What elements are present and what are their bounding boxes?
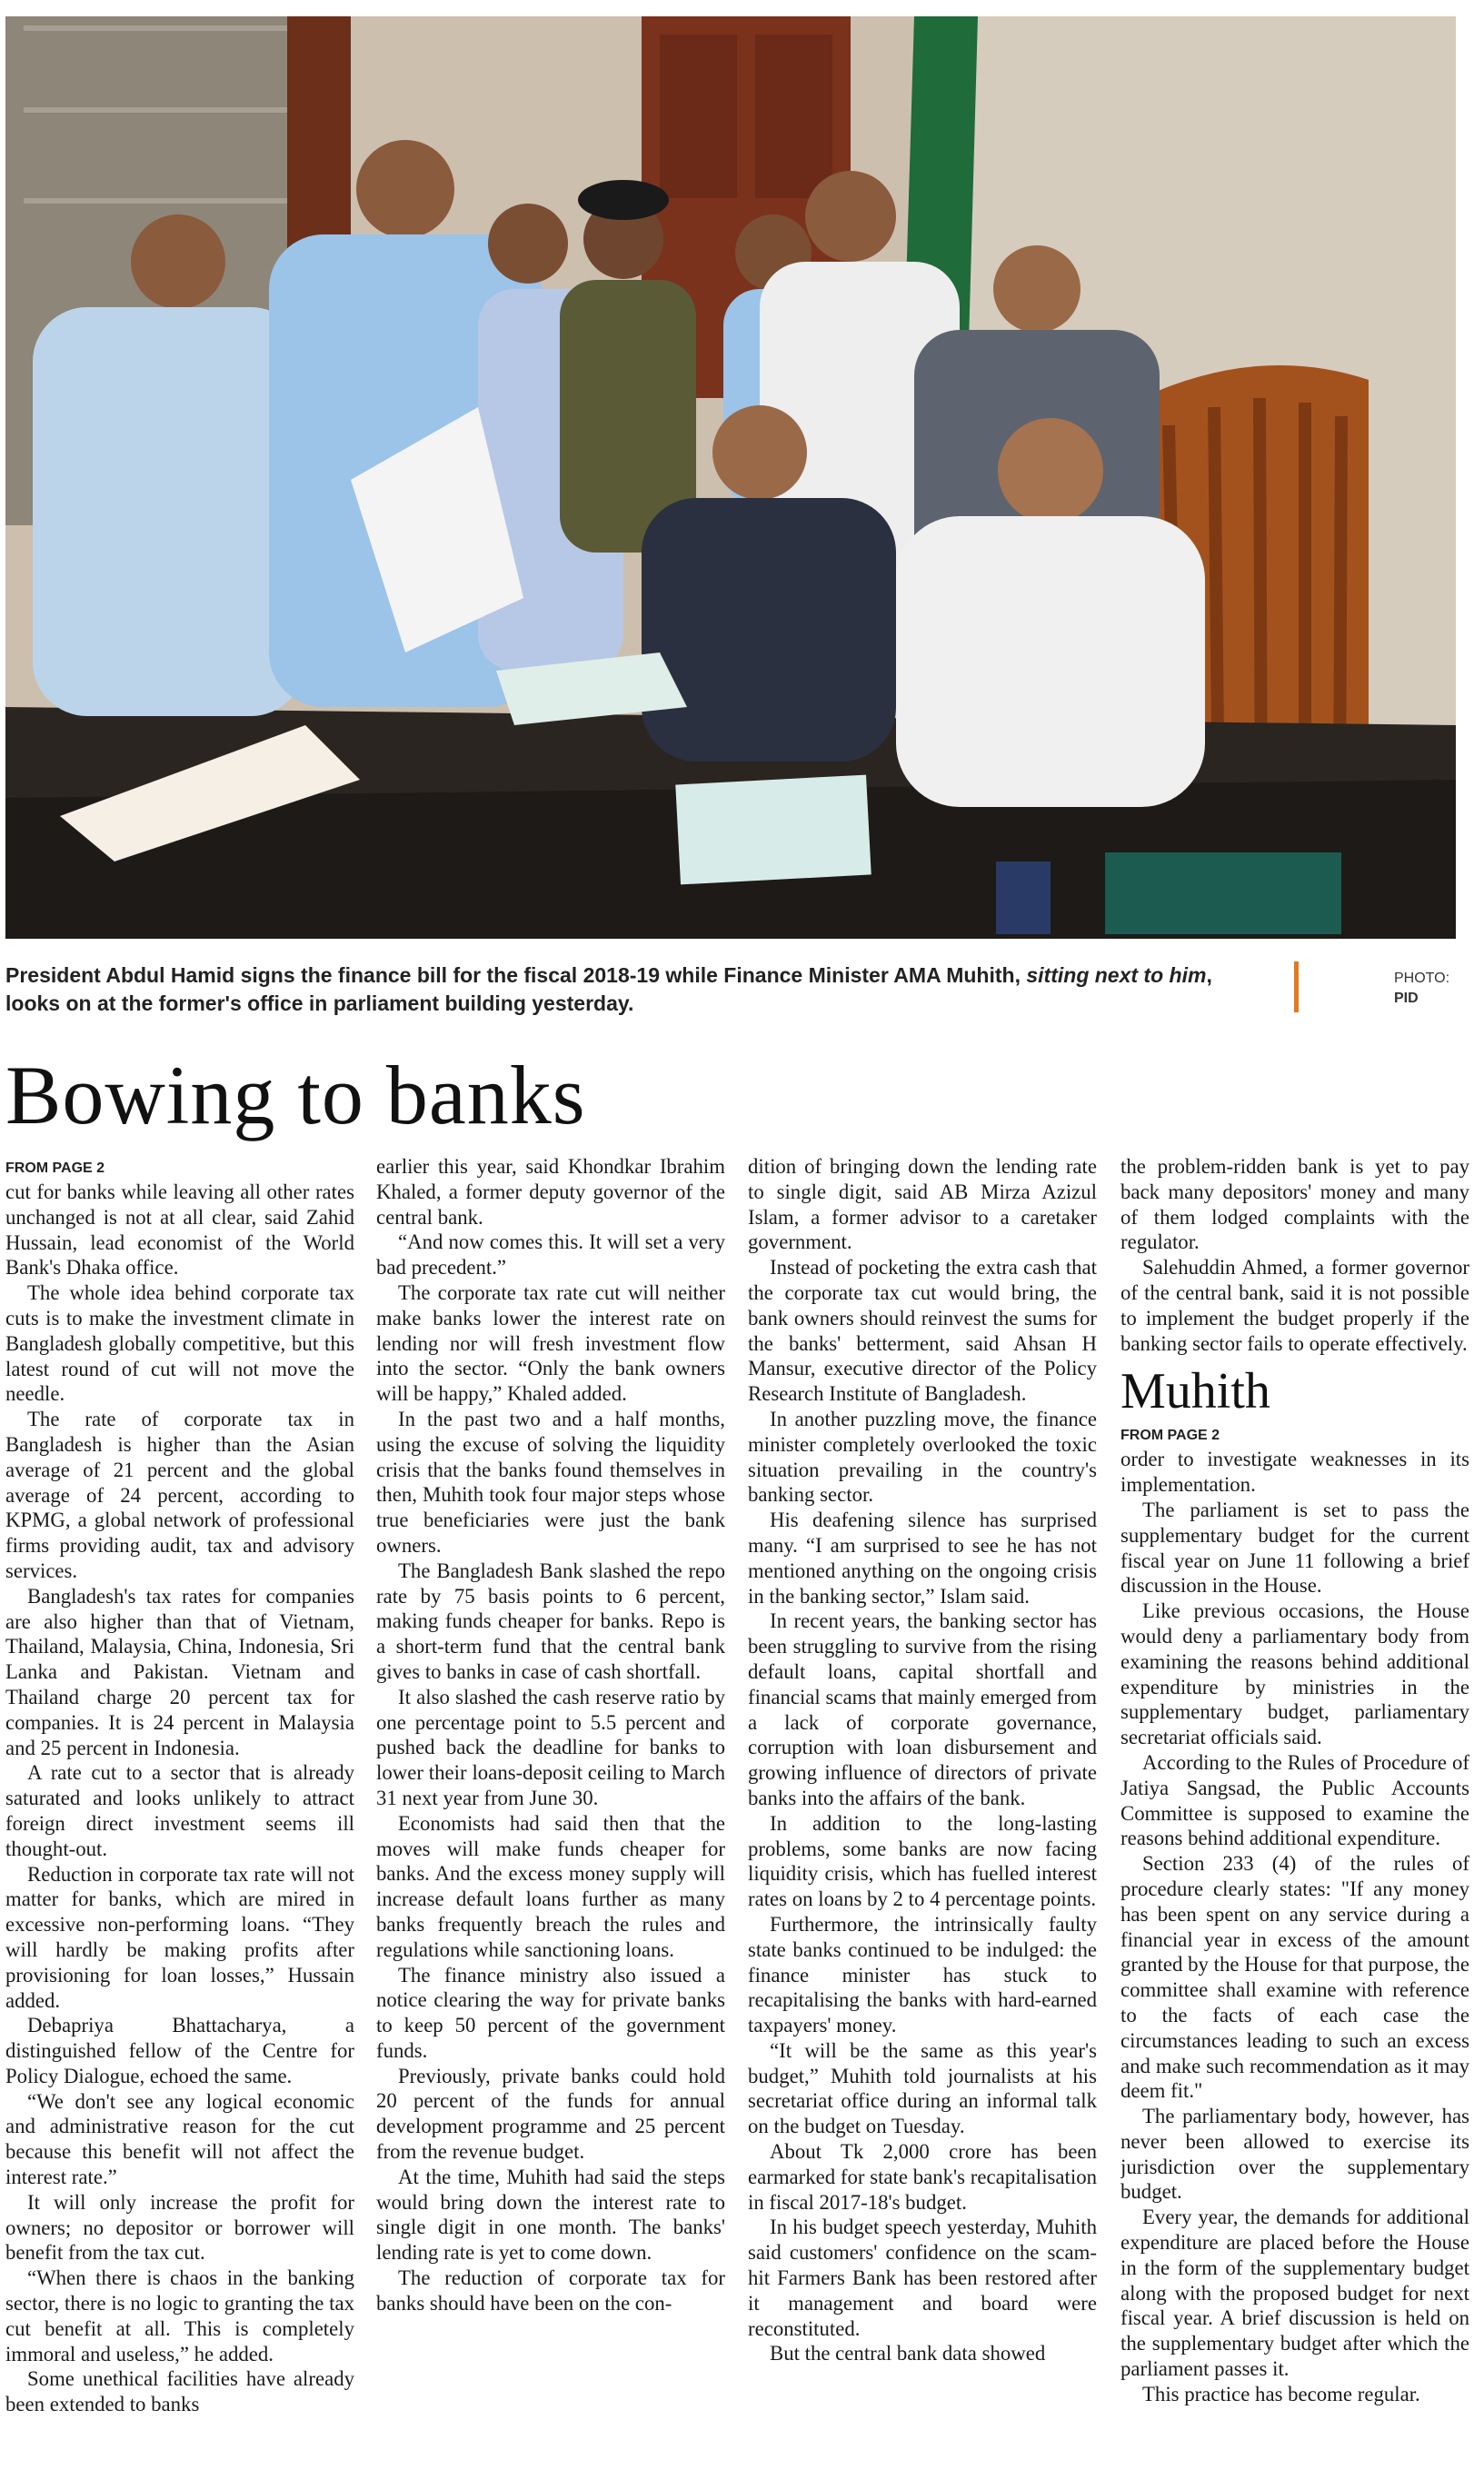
photo-credit-source: PID (1394, 991, 1419, 1006)
paragraph: The Bangladesh Bank slashed the repo rate by 75 basis points to 6 percent, making funds cheaper for banks. Repo is a short-term fund that the central bank gives to banks in case of cash shortfall. (376, 1559, 725, 1683)
paragraph: Instead of pocketing the extra cash that the corporate tax cut would bring, the bank owners should reinvest the sums for the banks' betterment, said Ahsan H Mansur, executive director of the Policy Research Institute of Bangladesh. (748, 1256, 1097, 1406)
paragraph: dition of bringing down the lending rate to single digit, said AB Mirza Azizul Islam, a former advisor to a caretaker government. (748, 1155, 1097, 1254)
paragraph: Section 233 (4) of the rules of procedure clearly states: "If any money has been spent on any service during a financial year in excess of the amount granted by the House for that purpose, the committee shall examine with reference to the facts of each case the circumstances leading to such an excess and make such recommendation as it may deem fit." (1120, 1852, 1469, 2103)
paragraph: order to investigate weaknesses in its implementation. (1120, 1448, 1469, 1497)
paragraph: The rate of corporate tax in Bangladesh is higher than the Asian average of 21 percent and the global average of 24 percent, according to KPMG, a global network of professional firms providing audit, tax and advisory services. (5, 1408, 354, 1582)
article-column-2 (376, 1154, 725, 2474)
paragraph: But the central bank data showed (770, 2342, 1046, 2365)
paragraph: Some unethical facilities have already been extended to banks (5, 2367, 354, 2416)
paragraph: It also slashed the cash reserve ratio by one percentage point to 5.5 percent and pushed back the deadline for banks to lower their loans-deposit ceiling to March 31 next year from June 30. (376, 1685, 725, 1809)
paragraph: earlier this year, said Khondkar Ibrahim Khaled, a former deputy governor of the central bank. (376, 1155, 725, 1229)
paragraph: In his budget speech yesterday, Muhith said customers' confidence on the scam-hit Farmers Bank has been restored after it management and board were reconstituted. (748, 2216, 1097, 2340)
paragraph: The parliament is set to pass the supplementary budget for the current fiscal year on June 11 following a brief discussion in the House. (1120, 1498, 1469, 1598)
paragraph: According to the Rules of Procedure of Jatiya Sangsad, the Public Accounts Committee is supposed to examine the reasons behind additional expenditure. (1120, 1750, 1469, 1850)
news-photo (5, 16, 1456, 939)
paragraph: This practice has become regular. (1142, 2382, 1420, 2405)
headline: Bowing to banks (5, 1049, 586, 1141)
article-column-1 (5, 1154, 354, 2474)
paragraph: Previously, private banks could hold 20 percent of the funds for annual development programme and 25 percent from the revenue budget. (376, 2064, 725, 2164)
paragraph: In the past two and a half months, using the excuse of solving the liquidity crisis that the banks found themselves in then, Muhith took four major steps whose true beneficiaries were just the bank owners. (376, 1407, 725, 1557)
second-article-kicker: FROM PAGE 2 (1120, 1428, 1220, 1444)
paragraph: It will only increase the profit for owners; no depositor or borrower will benefit from the tax cut. (5, 2190, 354, 2265)
paragraph: “And now comes this. It will set a very bad precedent.” (376, 1230, 725, 1280)
photo-illustration (5, 16, 1456, 939)
article-column-4 (1120, 1154, 1469, 2474)
paragraph: His deafening silence has surprised many. “I am surprised to see he has not mentioned anything on the ongoing crisis in the banking sector,” Islam said. (748, 1509, 1097, 1608)
caption-italic: sitting next to him (1026, 963, 1207, 987)
photo-credit (1394, 969, 1449, 1009)
article-column-3 (748, 1154, 1097, 2474)
second-article-headline: Muhith (1120, 1363, 1270, 1420)
jump-kicker: FROM PAGE 2 (5, 1160, 105, 1176)
paragraph: Bangladesh's tax rates for companies are also higher than that of Vietnam, Thailand, Malaysia, China, Indonesia, Sri Lanka and Pakistan. Vietnam and Thailand charge 20 percent tax for companies. It is 24 percent in Malaysia and 25 percent in Indonesia. (5, 1584, 354, 1759)
paragraph: A rate cut to a sector that is already saturated and looks unlikely to attract foreign direct investment seems ill thought-out. (5, 1761, 354, 1860)
paragraph: the problem-ridden bank is yet to pay back many depositors' money and many of them lodged complaints with the regulator. (1120, 1155, 1469, 1254)
paragraph: About Tk 2,000 crore has been earmarked for state bank's recapitalisation in fiscal 2017-18's budget. (748, 2140, 1097, 2214)
paragraph: “We don't see any logical economic and administrative reason for the cut because this benefit will not affect the interest rate.” (5, 2089, 354, 2189)
caption-text-start: President Abdul Hamid signs the finance bill for the fiscal 2018-19 while Finance Minister AMA Muhith, (5, 963, 1027, 987)
paragraph: The whole idea behind corporate tax cuts is to make the investment climate in Bangladesh globally competitive, but this latest round of cut will not move the needle. (5, 1281, 354, 1406)
paragraph: Debapriya Bhattacharya, a distinguished fellow of the Centre for Policy Dialogue, echoed the same. (5, 2014, 354, 2087)
paragraph: The reduction of corporate tax for banks should have been on the con- (376, 2266, 725, 2315)
paragraph: In recent years, the banking sector has been struggling to survive from the rising default loans, capital shortfall and financial scams that mainly emerged from a lack of corporate governance, corruption with loan disbursement and growing influence of directors of private banks into the affairs of the bank. (748, 1609, 1097, 1809)
paragraph: Salehuddin Ahmed, a former governor of the central bank, said it is not possible to implement the budget properly if the banking sector fails to operate effectively. (1120, 1256, 1469, 1355)
photo-caption (5, 961, 1223, 1018)
paragraph: Economists had said then that the moves will make funds cheaper for banks. And the excess money supply will increase default loans further as many banks frequently breach the rules and regulations while sanctioning loans. (376, 1811, 725, 1961)
paragraph: Every year, the demands for additional expenditure are placed before the House in the form of the supplementary budget along with the proposed budget for next fiscal year. A brief discussion is held on the supplementary budget after which the parliament passes it. (1120, 2206, 1469, 2381)
paragraph: The finance ministry also issued a notice clearing the way for private banks to keep 50 percent of the government funds. (376, 1963, 725, 2062)
paragraph: The parliamentary body, however, has never been allowed to exercise its jurisdiction over the supplementary budget. (1120, 2105, 1469, 2204)
paragraph: “When there is chaos in the banking sector, there is no logic to granting the tax cut benefit at all. This is completely immoral and useless,” he added. (5, 2266, 354, 2365)
paragraph: At the time, Muhith had said the steps would bring down the interest rate to single digit in one month. The banks' lending rate is yet to come down. (376, 2165, 725, 2265)
caption-divider (1294, 961, 1299, 1012)
paragraph: In addition to the long-lasting problems, some banks are now facing liquidity crisis, which has fuelled interest rates on loans by 2 to 4 percentage points. (748, 1811, 1097, 1911)
paragraph: In another puzzling move, the finance minister completely overlooked the toxic situation prevailing in the country's banking sector. (748, 1407, 1097, 1507)
paragraph: Reduction in corporate tax rate will not matter for banks, which are mired in excessive non-performing loans. “They will hardly be making profits after provisioning for loan losses,” Hussain added. (5, 1862, 354, 2012)
paragraph: cut for banks while leaving all other rates unchanged is not at all clear, said Zahid Hussain, lead economist of the World Bank's Dhaka office. (5, 1180, 354, 1280)
paragraph: The corporate tax rate cut will neither make banks lower the interest rate on lending nor will fresh investment flow into the sector. “Only the bank owners will be happy,” Khaled added. (376, 1280, 725, 1406)
paragraph: Furthermore, the intrinsically faulty state banks continued to be indulged: the finance minister has stuck to recapitalising the banks with hard-earned taxpayers' money. (748, 1912, 1097, 2037)
photo-credit-label: PHOTO: (1394, 971, 1450, 986)
paragraph: Like previous occasions, the House would deny a parliamentary body from examining the reasons behind additional expenditure by ministries in the supplementary budget, parliamentary secretariat officials said. (1120, 1599, 1469, 1749)
paragraph: “It will be the same as this year's budget,” Muhith told journalists at his secretariat office during an informal talk on the budget on Tuesday. (748, 2038, 1097, 2138)
caption-text-end: , looks on at the former's office in parliament building yesterday. (5, 963, 1212, 1015)
